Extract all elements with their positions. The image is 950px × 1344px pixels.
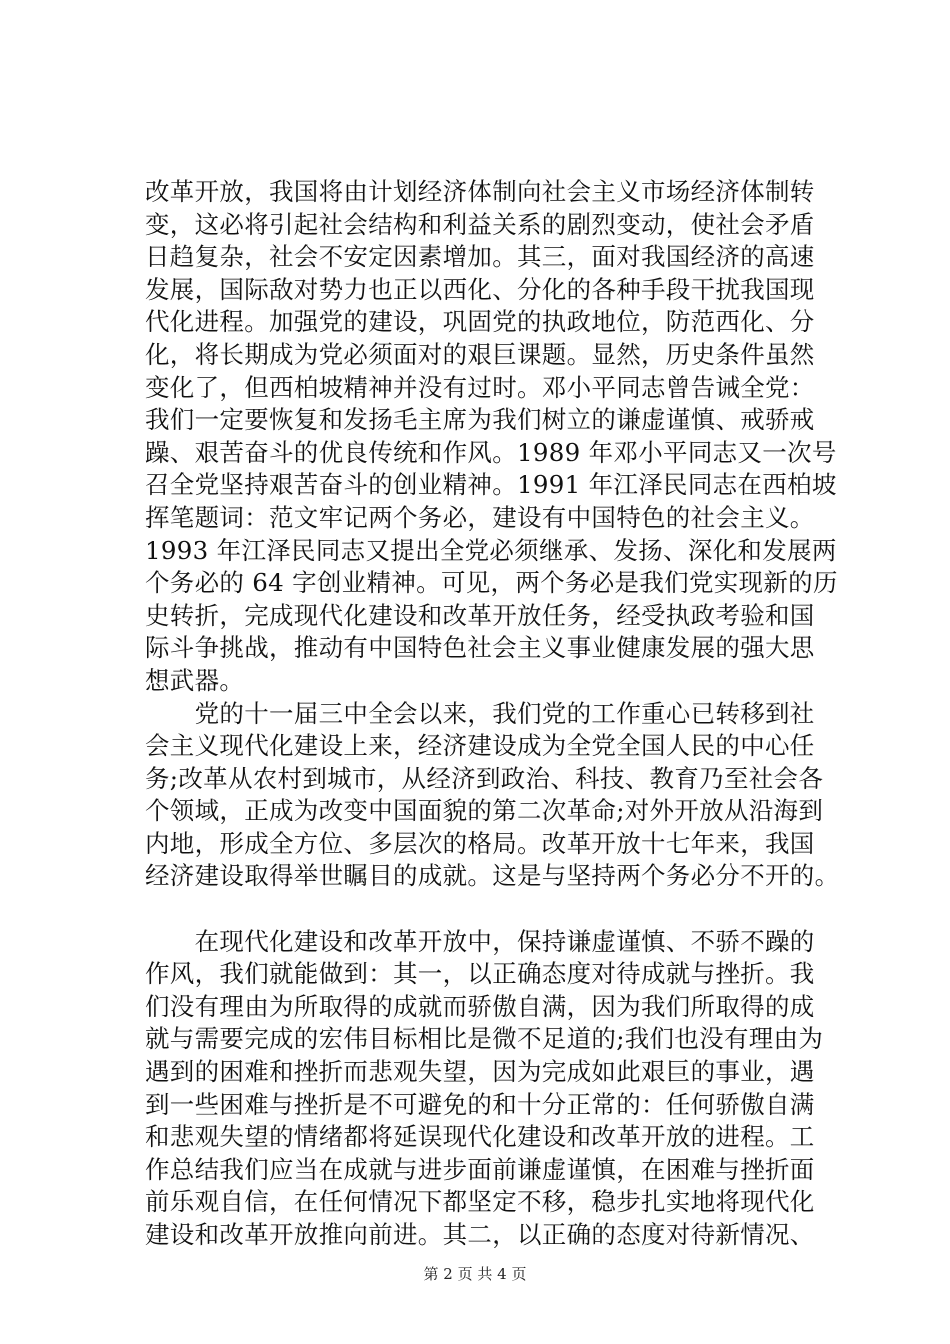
text-line: 经济建设取得举世瞩目的成就。这是与坚持两个务必分不开的。 bbox=[145, 861, 840, 891]
paragraph-gap bbox=[145, 893, 845, 926]
text-line: 和悲观失望的情绪都将延误现代化建设和改革开放的进程。工 bbox=[145, 1122, 815, 1152]
text-line: 召全党坚持艰苦奋斗的创业精神。1991 年江泽民同志在西柏坡 bbox=[145, 470, 837, 500]
text-line: 变，这必将引起社会结构和利益关系的剧烈变动，使社会矛盾 bbox=[145, 209, 815, 239]
text-line: 躁、艰苦奋斗的优良传统和作风。1989 年邓小平同志又一次号 bbox=[145, 437, 837, 467]
text-line: 遇到的困难和挫折而悲观失望，因为完成如此艰巨的事业，遇 bbox=[145, 1057, 815, 1087]
text-line: 到一些困难与挫折是不可避免的和十分正常的：任何骄傲自满 bbox=[145, 1089, 815, 1119]
text-line: 代化进程。加强党的建设，巩固党的执政地位，防范西化、分 bbox=[145, 307, 815, 337]
text-line: 想武器。 bbox=[145, 665, 245, 695]
page-number-label: 第 2 页 共 4 页 bbox=[423, 1265, 527, 1283]
text-line: 日趋复杂，社会不安定因素增加。其三，面对我国经济的高速 bbox=[145, 242, 815, 272]
text-line: 变化了，但西柏坡精神并没有过时。邓小平同志曾告诫全党： bbox=[145, 372, 815, 402]
text-line: 在现代化建设和改革开放中，保持谦虚谨慎、不骄不躁的 bbox=[145, 926, 815, 956]
text-line: 1993 年江泽民同志又提出全党必须继承、发扬、深化和发展两 bbox=[145, 535, 837, 565]
text-line: 改革开放，我国将由计划经济体制向社会主义市场经济体制转 bbox=[145, 177, 815, 206]
page-footer bbox=[0, 1264, 950, 1284]
text-line: 发展，国际敌对势力也正以西化、分化的各种手段干扰我国现 bbox=[145, 274, 815, 304]
text-line: 们没有理由为所取得的成就而骄傲自满，因为我们所取得的成 bbox=[145, 991, 815, 1021]
text-line: 党的十一届三中全会以来，我们党的工作重心已转移到社 bbox=[145, 698, 815, 728]
text-line: 化，将长期成为党必须面对的艰巨课题。显然，历史条件虽然 bbox=[145, 339, 815, 369]
text-line: 际斗争挑战，推动有中国特色社会主义事业健康发展的强大思 bbox=[145, 633, 815, 663]
text-line: 作总结我们应当在成就与进步面前谦虚谨慎，在困难与挫折面 bbox=[145, 1154, 815, 1184]
text-line: 会主义现代化建设上来，经济建设成为全党全国人民的中心任 bbox=[145, 731, 815, 761]
text-line: 个领域，正成为改变中国面貌的第二次革命;对外开放从沿海到 bbox=[145, 796, 824, 826]
text-line: 就与需要完成的宏伟目标相比是微不足道的;我们也没有理由为 bbox=[145, 1024, 824, 1054]
text-line: 挥笔题词：范文牢记两个务必，建设有中国特色的社会主义。 bbox=[145, 502, 815, 532]
text-line: 我们一定要恢复和发扬毛主席为我们树立的谦虚谨慎、戒骄戒 bbox=[145, 405, 815, 435]
text-line: 务;改革从农村到城市，从经济到政治、科技、教育乃至社会各 bbox=[145, 763, 824, 793]
text-line: 史转折，完成现代化建设和改革开放任务，经受执政考验和国 bbox=[145, 600, 815, 630]
text-line: 个务必的 64 字创业精神。可见，两个务必是我们党实现新的历 bbox=[145, 568, 838, 598]
text-line: 内地，形成全方位、多层次的格局。改革开放十七年来，我国 bbox=[145, 828, 815, 858]
body-text bbox=[145, 176, 845, 1252]
text-line: 前乐观自信，在任何情况下都坚定不移，稳步扎实地将现代化 bbox=[145, 1187, 815, 1217]
text-line: 建设和改革开放推向前进。其二，以正确的态度对待新情况、 bbox=[145, 1220, 815, 1249]
text-line: 作风，我们就能做到：其一，以正确态度对待成就与挫折。我 bbox=[145, 959, 815, 989]
